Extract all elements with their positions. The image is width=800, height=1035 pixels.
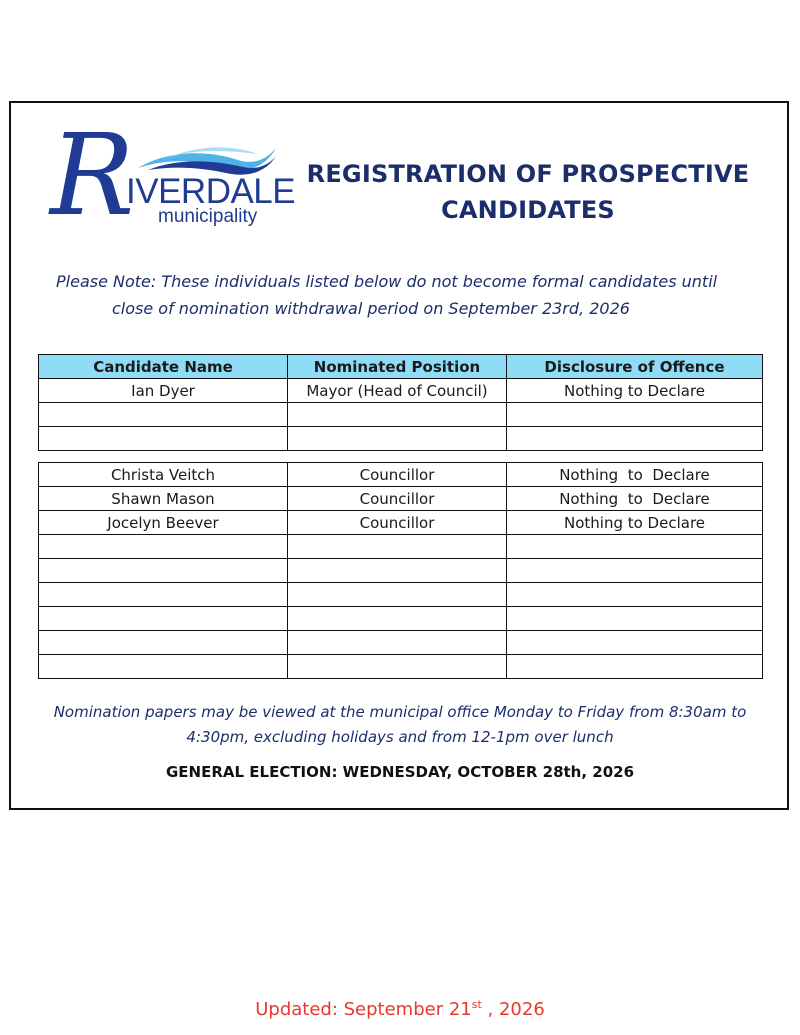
candidate-name-cell: [39, 607, 288, 631]
footer-line-1: Nomination papers may be viewed at the municipal office Monday to Friday from 8:30am to: [53, 703, 747, 721]
candidate-name-cell: [39, 655, 288, 679]
candidate-name-cell: Shawn Mason: [39, 487, 288, 511]
note-line-1: Please Note: These individuals listed below do not become formal candidates until: [56, 272, 718, 291]
disclosure-cell: [507, 607, 763, 631]
logo-word: IVERDALE: [126, 172, 296, 211]
candidate-name-cell: [39, 559, 288, 583]
logo-subtitle: municipality: [158, 206, 258, 227]
position-cell: [288, 403, 507, 427]
header-disclosure-of-offence: Disclosure of Offence: [507, 355, 763, 379]
updated-date: [200, 998, 600, 1020]
note-line-2: close of nomination withdrawal period on September 23rd, 2026: [112, 299, 630, 318]
disclosure-cell: [507, 535, 763, 559]
position-cell: [288, 655, 507, 679]
updated-ordinal-suffix: st: [471, 998, 482, 1011]
please-note: [40, 268, 760, 322]
candidate-name-cell: [39, 631, 288, 655]
footer-line-2: 4:30pm, excluding holidays and from 12-1pm over lunch: [186, 728, 614, 746]
mayor-table: [38, 354, 763, 451]
table-row: [39, 655, 763, 679]
updated-year: , 2026: [481, 999, 545, 1020]
position-cell: [288, 631, 507, 655]
header-candidate-name: Candidate Name: [39, 355, 288, 379]
table-row: [39, 487, 763, 511]
position-cell: [288, 427, 507, 451]
candidate-name-cell: [39, 535, 288, 559]
table-row: [39, 583, 763, 607]
disclosure-cell: Nothing to Declare: [507, 379, 763, 403]
disclosure-cell: [507, 427, 763, 451]
disclosure-cell: Nothing to Declare: [507, 511, 763, 535]
disclosure-cell: [507, 631, 763, 655]
viewing-hours-note: [30, 700, 770, 750]
table-row: [39, 403, 763, 427]
disclosure-cell: [507, 559, 763, 583]
table-row: [39, 559, 763, 583]
title-line-2: CANDIDATES: [441, 196, 615, 224]
table-row: [39, 427, 763, 451]
page-title: [298, 156, 758, 228]
position-cell: [288, 559, 507, 583]
candidate-name-cell: Ian Dyer: [39, 379, 288, 403]
riverdale-logo: [48, 111, 296, 244]
table-row: [39, 511, 763, 535]
position-cell: Mayor (Head of Council): [288, 379, 507, 403]
disclosure-cell: [507, 583, 763, 607]
disclosure-cell: Nothing to Declare: [507, 463, 763, 487]
position-cell: Councillor: [288, 487, 507, 511]
table-row: [39, 379, 763, 403]
disclosure-cell: [507, 655, 763, 679]
table-row: [39, 607, 763, 631]
table-row: [39, 631, 763, 655]
disclosure-cell: [507, 403, 763, 427]
header-nominated-position: Nominated Position: [288, 355, 507, 379]
header-row: [39, 355, 763, 379]
position-cell: Councillor: [288, 463, 507, 487]
candidate-name-cell: Jocelyn Beever: [39, 511, 288, 535]
candidate-name-cell: [39, 583, 288, 607]
position-cell: [288, 583, 507, 607]
logo-initial: R: [50, 111, 135, 241]
disclosure-cell: Nothing to Declare: [507, 487, 763, 511]
table-row: [39, 535, 763, 559]
candidate-name-cell: [39, 403, 288, 427]
councillor-table: [38, 462, 763, 679]
general-election-date: GENERAL ELECTION: WEDNESDAY, OCTOBER 28th, 2026: [165, 763, 635, 781]
position-cell: Councillor: [288, 511, 507, 535]
position-cell: [288, 607, 507, 631]
candidate-name-cell: Christa Veitch: [39, 463, 288, 487]
table-row: [39, 463, 763, 487]
candidate-name-cell: [39, 427, 288, 451]
title-line-1: REGISTRATION OF PROSPECTIVE: [306, 160, 750, 188]
position-cell: [288, 535, 507, 559]
updated-prefix: Updated: September 21: [255, 999, 472, 1020]
